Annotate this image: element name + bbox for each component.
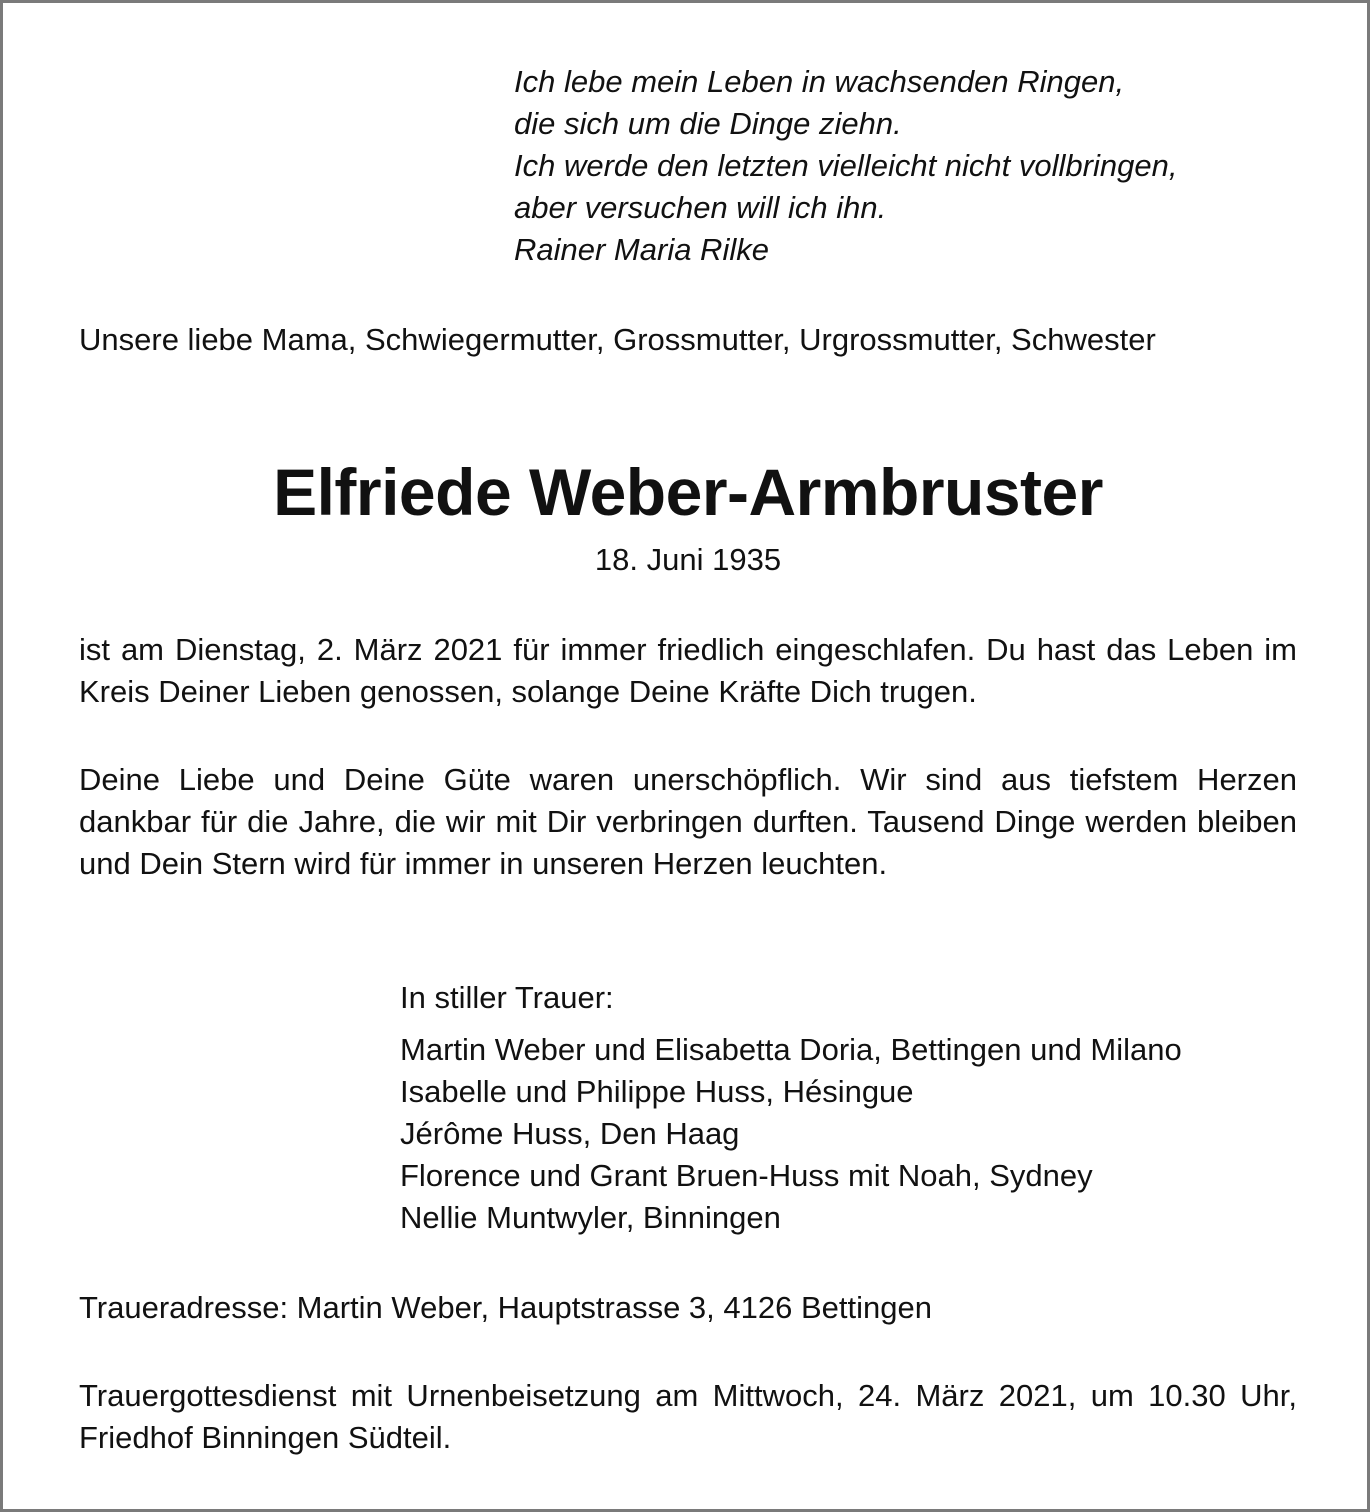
birth-date: 18. Juni 1935 <box>594 542 782 577</box>
mourning-heading: In stiller Trauer: <box>400 980 614 1015</box>
poem-line: Ich werde den letzten vielleicht nicht vollbringen, <box>514 148 1178 183</box>
mourner-entry: Florence und Grant Bruen-Huss mit Noah, Sydney <box>400 1158 1093 1193</box>
poem-line: die sich um die Dinge ziehn. <box>514 106 902 141</box>
mourner-entry: Isabelle und Philippe Huss, Hésingue <box>400 1074 914 1109</box>
mourners-list <box>400 1029 1330 1239</box>
poem <box>514 61 1334 271</box>
poem-line: Ich lebe mein Leben in wachsenden Ringen, <box>514 64 1125 99</box>
intro-text: Unsere liebe Mama, Schwiegermutter, Grossmutter, Urgrossmutter, Schwester <box>79 322 1156 357</box>
mourner-entry: Nellie Muntwyler, Binningen <box>400 1200 781 1235</box>
mourner-entry: Martin Weber und Elisabetta Doria, Bettingen und Milano <box>400 1032 1182 1067</box>
paragraph-passing: ist am Dienstag, 2. März 2021 für immer friedlich eingeschlafen. Du hast das Leben im Kreis Deiner Lieben genossen, solange Deine Kräfte Dich trugen. <box>79 632 1297 709</box>
funeral-service: Trauergottesdienst mit Urnenbeisetzung am Mittwoch, 24. März 2021, um 10.30 Uhr, Friedhof Binningen Südteil. <box>79 1378 1297 1455</box>
paragraph-tribute: Deine Liebe und Deine Güte waren unerschöpflich. Wir sind aus tiefstem Herzen dankbar für die Jahre, die wir mit Dir verbringen durften. Tausend Dinge werden bleiben und Dein Stern wird für immer in unseren Herzen leuchten. <box>79 762 1297 881</box>
mourning-address: Traueradresse: Martin Weber, Hauptstrasse 3, 4126 Bettingen <box>79 1290 932 1325</box>
deceased-name: Elfriede Weber-Armbruster <box>273 455 1103 529</box>
mourner-entry: Jérôme Huss, Den Haag <box>400 1116 740 1151</box>
poem-author: Rainer Maria Rilke <box>514 232 769 267</box>
poem-line: aber versuchen will ich ihn. <box>514 190 887 225</box>
